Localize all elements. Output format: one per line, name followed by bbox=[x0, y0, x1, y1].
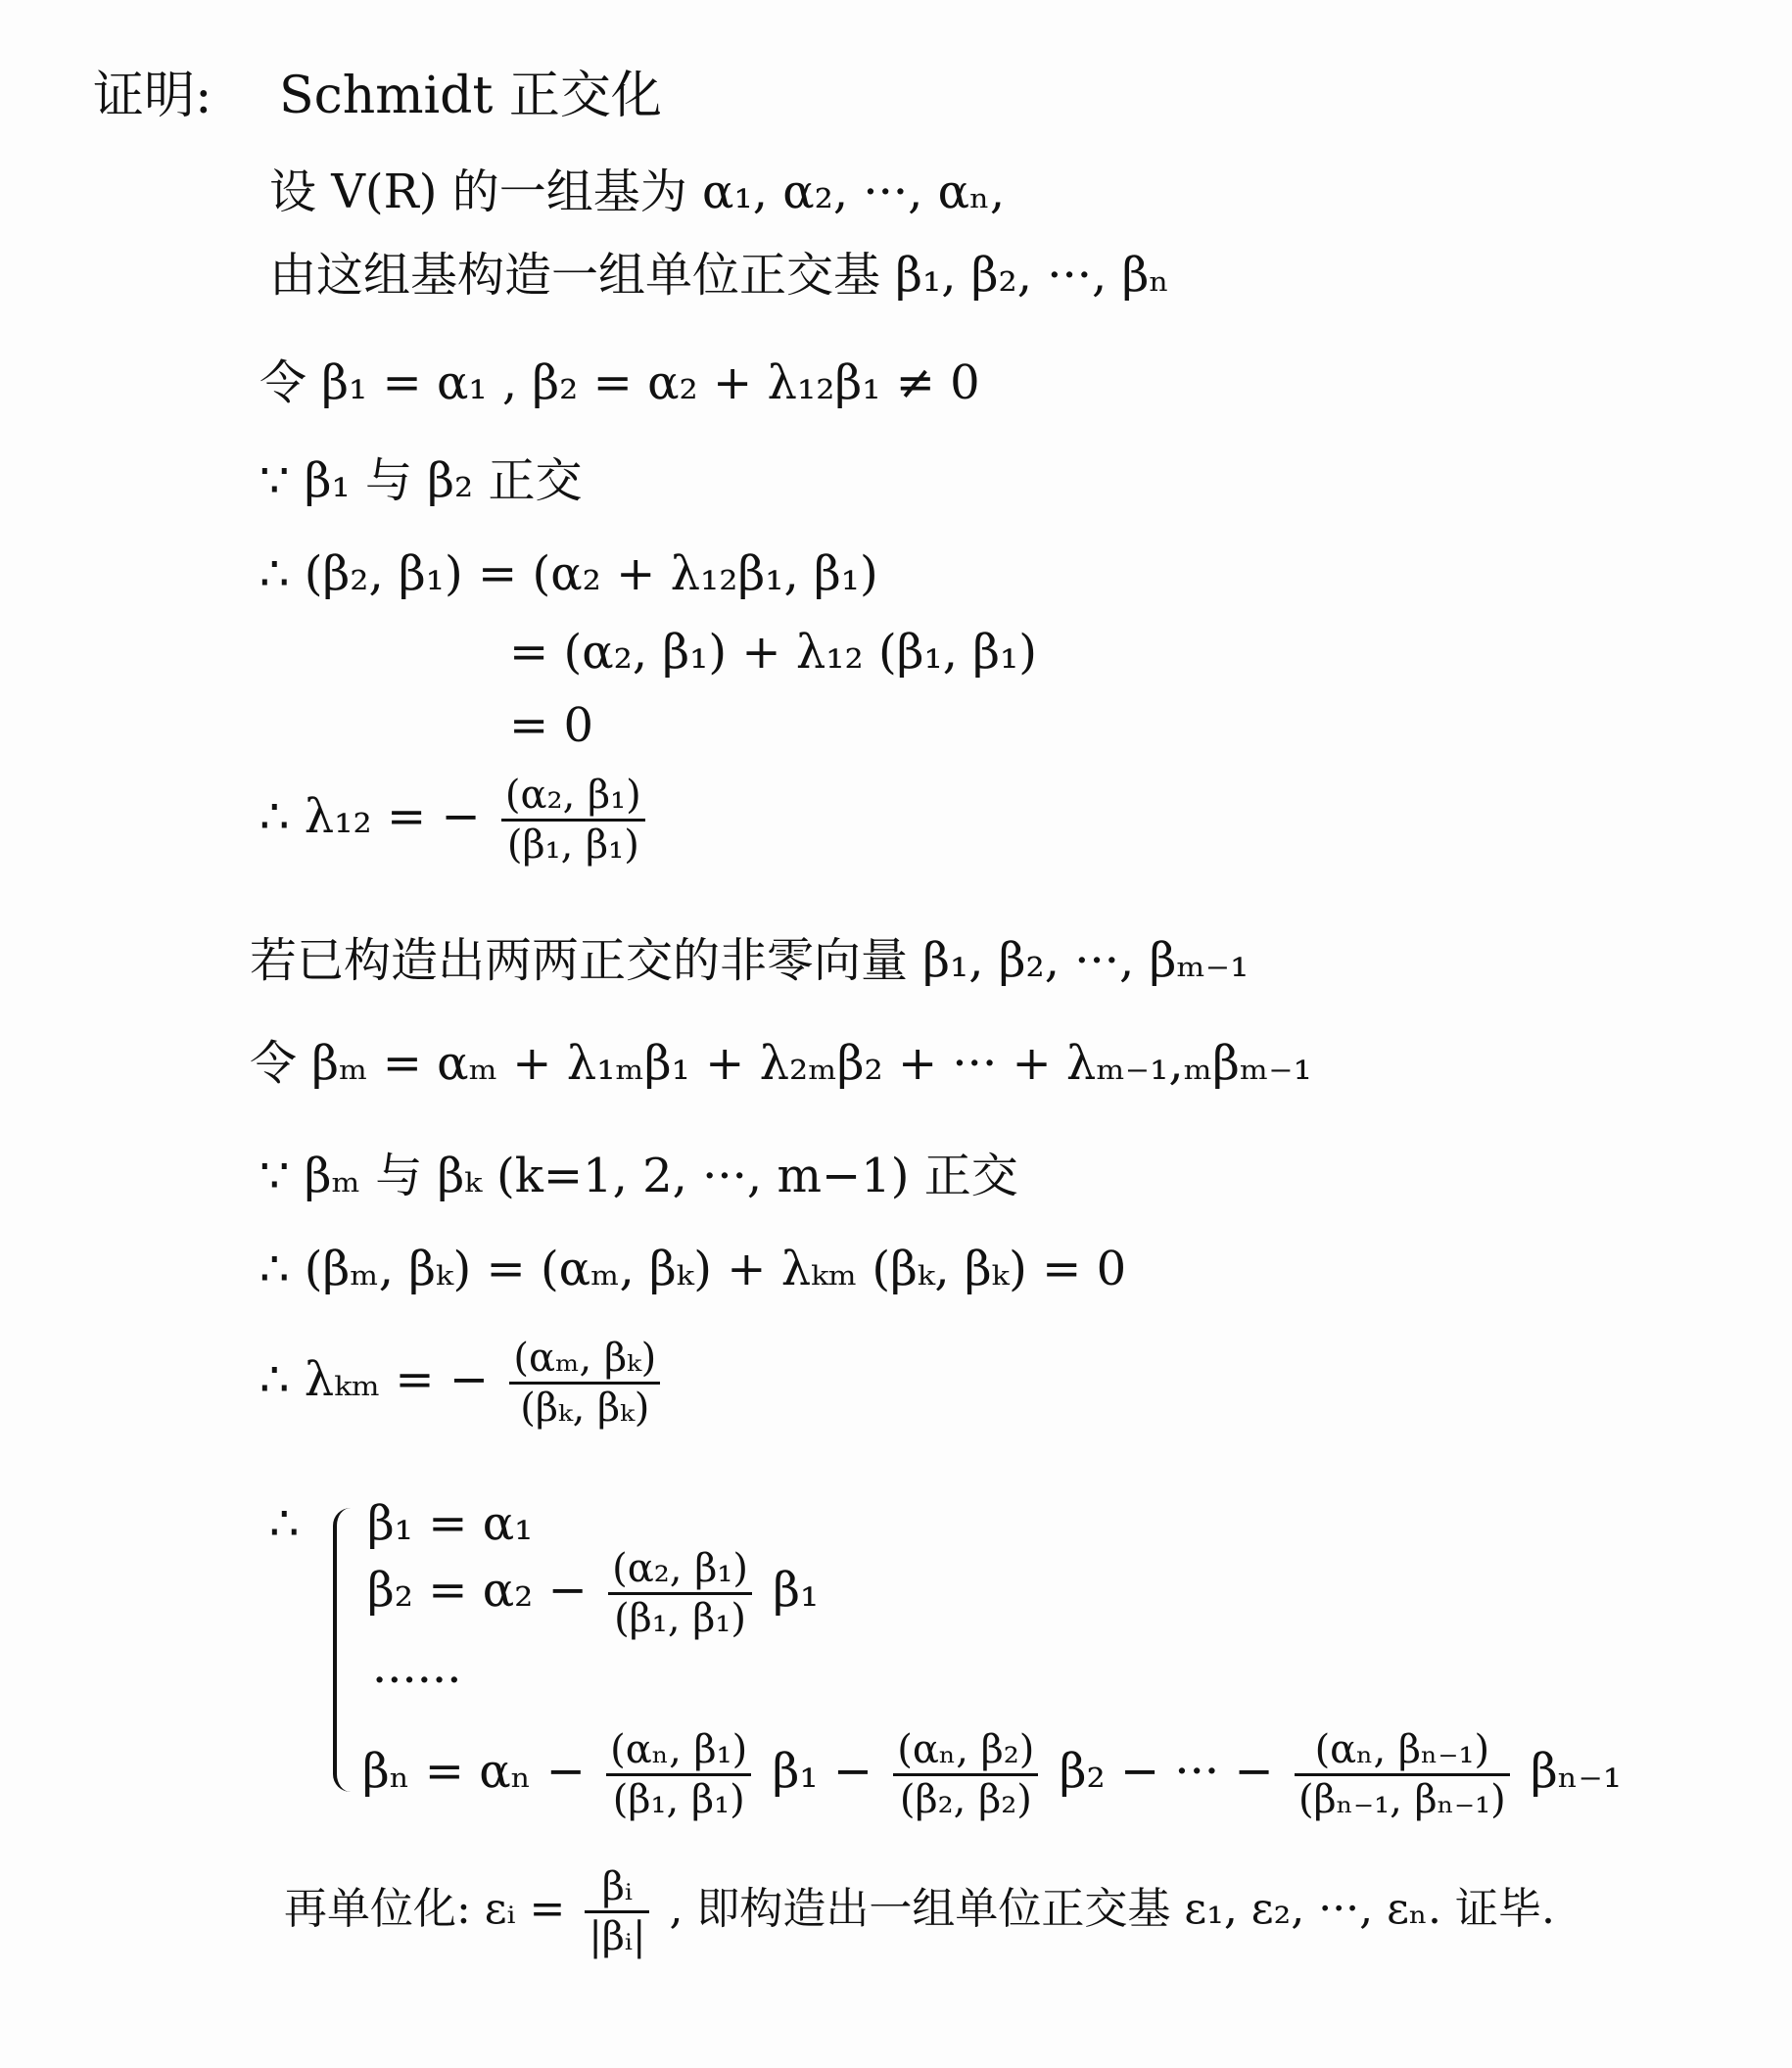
rown-term-1: β₁ − bbox=[772, 1744, 873, 1799]
proof-label: 证明: bbox=[93, 67, 212, 125]
inner-product-step1: ∴ (β₂, β₁) = (α₂ + λ₁₂β₁, β₁) bbox=[259, 546, 878, 601]
system-ellipsis: ······ bbox=[372, 1653, 462, 1708]
define-beta-m: 令 βₘ = αₘ + λ₁ₘβ₁ + λ₂ₘβ₂ + ··· + λₘ₋₁,ₘβₘ₋₁ bbox=[250, 1036, 1312, 1091]
fraction-denominator: (βₙ₋₁, βₙ₋₁) bbox=[1297, 1777, 1506, 1822]
construction-statement: 由这组基构造一组单位正交基 β₁, β₂, ···, βₙ bbox=[269, 248, 1170, 303]
left-brace bbox=[333, 1508, 356, 1792]
normalization-line bbox=[284, 1865, 1555, 1958]
fraction-numerator: (α₂, β₁) bbox=[608, 1547, 752, 1595]
fraction-numerator: βᵢ bbox=[585, 1865, 649, 1913]
row2-tail: β₁ bbox=[773, 1563, 820, 1618]
normalization-fraction bbox=[585, 1865, 649, 1958]
rown-fraction-1 bbox=[606, 1728, 751, 1821]
fraction-denominator: (βₖ, βₖ) bbox=[520, 1386, 650, 1431]
normalization-suffix: , 即构造出一组单位正交基 ε₁, ε₂, ···, εₙ. 证毕. bbox=[669, 1884, 1555, 1934]
fraction-denominator: (β₂, β₂) bbox=[899, 1777, 1032, 1822]
inner-product-step3: = 0 bbox=[509, 698, 594, 753]
rown-lhs: βₙ = αₙ − bbox=[362, 1744, 586, 1799]
fraction-numerator: (αₙ, β₂) bbox=[893, 1728, 1038, 1776]
row2-lhs: β₂ = α₂ − bbox=[367, 1563, 588, 1618]
lambda12-formula bbox=[259, 774, 651, 867]
induction-hypothesis: 若已构造出两两正交的非零向量 β₁, β₂, ···, βₘ₋₁ bbox=[250, 933, 1250, 988]
fraction-denominator: |βᵢ| bbox=[589, 1914, 646, 1959]
lambda-km-lhs: ∴ λₖₘ = − bbox=[259, 1352, 490, 1407]
method-title: Schmidt 正交化 bbox=[279, 67, 662, 125]
fraction-numerator: (α₂, β₁) bbox=[501, 774, 645, 822]
normalization-prefix: 再单位化: εᵢ = bbox=[284, 1884, 566, 1934]
basis-statement: 设 V(R) 的一组基为 α₁, α₂, ···, αₙ, bbox=[269, 164, 1006, 219]
fraction-denominator: (β₁, β₁) bbox=[506, 822, 639, 868]
rown-fraction-3 bbox=[1295, 1728, 1510, 1821]
fraction-numerator: (αₙ, β₁) bbox=[606, 1728, 751, 1776]
inner-product-step2: = (α₂, β₁) + λ₁₂ (β₁, β₁) bbox=[509, 625, 1037, 680]
lambda-km-formula bbox=[259, 1337, 666, 1430]
system-row-n bbox=[362, 1728, 1622, 1821]
row2-fraction bbox=[608, 1547, 752, 1640]
orthogonal-condition-k: ∵ βₘ 与 βₖ (k=1, 2, ···, m−1) 正交 bbox=[259, 1149, 1018, 1203]
system-row-1: β₁ = α₁ bbox=[367, 1496, 534, 1551]
rown-term-3: βₙ₋₁ bbox=[1531, 1744, 1623, 1799]
lambda12-fraction bbox=[501, 774, 645, 867]
therefore-symbol: ∴ bbox=[269, 1496, 300, 1551]
rown-fraction-2 bbox=[893, 1728, 1038, 1821]
fraction-numerator: (αₘ, βₖ) bbox=[509, 1337, 660, 1385]
system-row-2 bbox=[367, 1547, 819, 1640]
fraction-numerator: (αₙ, βₙ₋₁) bbox=[1295, 1728, 1510, 1776]
rown-term-2: β₂ − ··· − bbox=[1059, 1744, 1274, 1799]
fraction-denominator: (β₁, β₁) bbox=[614, 1596, 747, 1641]
inner-product-k: ∴ (βₘ, βₖ) = (αₘ, βₖ) + λₖₘ (βₖ, βₖ) = 0 bbox=[259, 1242, 1127, 1296]
fraction-denominator: (β₁, β₁) bbox=[612, 1777, 745, 1822]
lambda12-lhs: ∴ λ₁₂ = − bbox=[259, 789, 481, 844]
define-beta1-beta2: 令 β₁ = α₁ , β₂ = α₂ + λ₁₂β₁ ≠ 0 bbox=[259, 355, 980, 410]
orthogonal-condition: ∵ β₁ 与 β₂ 正交 bbox=[259, 453, 583, 508]
lambda-km-fraction bbox=[509, 1337, 660, 1430]
